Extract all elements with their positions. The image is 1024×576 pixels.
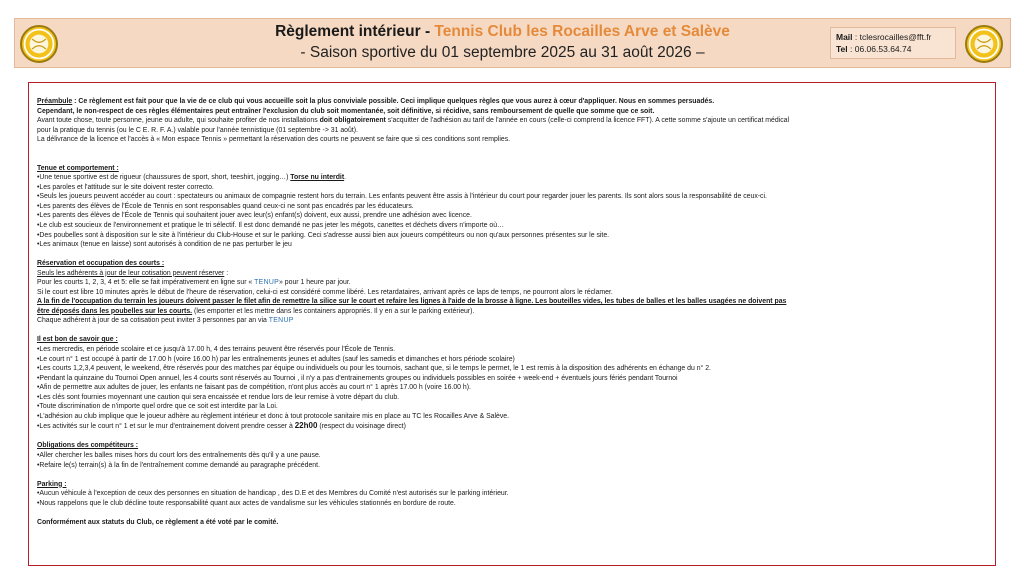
savoir-item-3: •Les courts 1,2,3,4 peuvent, le weekend, être réservés pour des matches par équipe ou individuels ou pour les tournois, sachant que, si le temps le permet, le 1 est remis à la disposition des adhérents en échange du n° 2. xyxy=(37,365,711,373)
section-title-reservation: Réservation et occupation des courts : xyxy=(37,260,165,268)
savoir-item-4: •Pendant la quinzaine du Tournoi Open annuel, les 4 courts sont réservés au Tournoi , il n'y a pas d'entrainements groupes ou individuels possibles en soirée + week-end + éventuels jours fériés pendant Tournoi xyxy=(37,374,678,382)
preambule-line xyxy=(37,97,987,107)
reservation-line-1 xyxy=(37,278,987,288)
tel-line xyxy=(836,43,950,55)
savoir-item-7: •Toute discrimination de n'importe quel ordre que ce soit est interdite par la Loi. xyxy=(37,403,278,411)
spacer xyxy=(37,508,987,518)
title-club-name: Tennis Club les Rocailles Arve et Salève xyxy=(434,23,730,40)
tenue-item-2: •Les paroles et l'attitude sur le site doivent rester correcto. xyxy=(37,183,214,191)
savoir-item-9 xyxy=(37,421,987,432)
reservation-line-2: Si le court est libre 10 minutes après le début de l'heure de réservation, celui-ci est considéré comme libéré. Les retardataires, arrivant après ce laps de temps, ne pourront alors le réclamer. xyxy=(37,288,613,296)
section-title-parking: Parking : xyxy=(37,480,67,488)
reservation-sub xyxy=(37,269,987,279)
tenue-torse-nu: Torse nu interdit xyxy=(290,174,345,182)
preambule-text-3c: s'acquitter de l'adhésion au tarif de l'année en cours (celle-ci comprend la licence FFT). A cette somme s'ajoute un certificat médical xyxy=(385,117,790,125)
tenue-text-1c: . xyxy=(344,174,347,182)
savoir-item-2: •Le court n° 1 est occupé à partir de 17.00 h (voire 16.00 h) par les entraînements jeunes et adultes (sauf les samedis et dimanches et hors période scolaire) xyxy=(37,355,515,363)
preambule-text-3 xyxy=(37,116,987,126)
reservation-text-1b: » pour 1 heure par jour. xyxy=(279,279,351,287)
mail-value: : tclesrocailles@fft.fr xyxy=(852,32,932,42)
reservation-line-5 xyxy=(37,316,987,326)
reservation-sub-colon: : xyxy=(224,269,229,277)
spacer xyxy=(37,470,987,480)
spacer xyxy=(37,145,987,155)
mail-label: Mail xyxy=(836,32,853,42)
section-title-bon-savoir: Il est bon de savoir que : xyxy=(37,336,118,344)
footer-statement: Conformément aux statuts du Club, ce règlement a été voté par le comité. xyxy=(37,518,279,526)
club-logo-right xyxy=(965,25,1003,63)
tel-value: : 06.06.53.64.74 xyxy=(847,44,912,54)
obligation-item-1: •Aller chercher les balles mises hors du court lors des entraînements dès qu'il y a une pause. xyxy=(37,452,321,459)
rules-content xyxy=(37,97,987,527)
mail-line xyxy=(836,31,950,43)
savoir-item-6: •Les clés sont fournies moyennant une caution qui sera encaissée et rendue lors de leur remise à votre départ du club. xyxy=(37,393,400,401)
contact-box xyxy=(830,27,956,59)
spacer xyxy=(37,432,987,442)
reservation-line-4 xyxy=(37,307,987,317)
section-title-tenue: Tenue et comportement : xyxy=(37,164,119,172)
savoir-text-9c: (respect du voisinage direct) xyxy=(317,423,406,431)
reservation-text-4a: être déposés dans les poubelles sur les courts. xyxy=(37,307,193,315)
tenue-item-3: •Seuls les joueurs peuvent accéder au court : spectateurs ou animaux de compagnie restent hors du terrain. Les enfants peuvent être assis à l'intérieur du court pour regarder jouer les parents. Ils sont alors sous la responsabilité de ceux-ci. xyxy=(37,193,767,201)
club-logo-left xyxy=(20,25,58,63)
savoir-item-8: •L'adhésion au club implique que le joueur adhère au règlement intérieur et donc à tout protocole sanitaire mis en place au TC les Rocailles Arve & Salève. xyxy=(37,412,510,420)
parking-item-1: •Aucun véhicule à l'exception de ceux des personnes en situation de handicap , des D.E et des Membres du Comité n'est autorisés sur le parking intérieur. xyxy=(37,490,509,498)
page-title xyxy=(150,22,855,42)
preambule-text-2: Cependant, le non-respect de ces règles élémentaires peut entraîner l'exclusion du club soit momentanée, soit définitive, si récidive, sans remboursement de quelle que somme que ce soit. xyxy=(37,107,655,115)
spacer xyxy=(37,326,987,336)
savoir-text-9a: •Les activités sur le court n° 1 et sur le mur d'entrainement doivent prendre cesser à xyxy=(37,423,295,431)
savoir-item-5: •Afin de permettre aux adultes de jouer, les enfants ne faisant pas de compétition, n'ont plus accès au court n° 1 après 17.00 h (voire 16.00 h). xyxy=(37,384,471,392)
tenue-item-5: •Les parents des élèves de l'École de Tennis qui souhaitent jouer avec leur(s) enfant(s) doivent, eux aussi, prendre une adhésion avec licence. xyxy=(37,212,472,220)
parking-item-2: •Nous rappelons que le club décline toute responsabilité quant aux actes de vandalisme sur les véhicules stationnés en bordure de route. xyxy=(37,499,456,507)
savoir-time: 22h00 xyxy=(294,421,318,431)
reservation-line-3: A la fin de l'occupation du terrain les joueurs doivent passer le filet afin de remettre la silice sur le court et refaire les lignes à l'aide de la brosse à ligne. Les bouteilles vides, les tubes de balles et les balles usagées ne doivent pas xyxy=(37,298,787,306)
tenue-item-6: •Le club est soucieux de l'environnement et pratique le tri sélectif. Il est donc demandé ne pas jeter les mégots, canettes et déchets divers n'importe où… xyxy=(37,222,504,230)
spacer xyxy=(37,154,987,164)
reservation-text-5a: Chaque adhérent à jour de sa cotisation peut inviter 3 personnes par an via xyxy=(37,317,269,325)
tenue-item-7: •Des poubelles sont à disposition sur le site à l'intérieur du Club-House et sur le parking. Ceci s'adresse aussi bien aux joueurs compétiteurs ou non qu'aux personnes présentes sur le site. xyxy=(37,231,610,239)
tenue-item-8: •Les animaux (tenue en laisse) sont autorisés à condition de ne pas perturber le jeu xyxy=(37,241,292,249)
page-title-block xyxy=(150,22,855,63)
season-subtitle: - Saison sportive du 01 septembre 2025 au 31 août 2026 – xyxy=(300,44,705,61)
spacer xyxy=(37,250,987,260)
tenue-item-1 xyxy=(37,173,987,183)
preambule-text-4: pour la pratique du tennis (ou le C E. R. F. A.) valable pour l'année tennistique (01 septembre -> 31 août). xyxy=(37,126,358,134)
tenup-link-invite[interactable]: TENUP xyxy=(268,317,294,325)
tennis-ball-icon xyxy=(22,27,56,61)
reservation-text-1a: Pour les courts 1, 2, 3, 4 et 5: elle se fait impérativement en ligne sur « xyxy=(37,279,255,287)
tenup-link[interactable]: TENUP xyxy=(254,279,280,287)
savoir-item-1: •Les mercredis, en période scolaire et ce jusqu'à 17.00 h, 4 des terrains peuvent être réservés pour l'École de Tennis. xyxy=(37,346,396,354)
reservation-sub-text: Seuls les adhérents à jour de leur cotisation peuvent réserver xyxy=(37,269,225,277)
section-title-obligations: Obligations des compétiteurs : xyxy=(37,442,139,450)
tenue-text-1a: •Une tenue sportive est de rigueur (chaussures de sport, short, teeshirt, jogging…) xyxy=(37,174,291,182)
obligation-item-2: •Refaire le(s) terrain(s) à la fin de l'entraînement comme demandé au paragraphe précédent. xyxy=(37,461,320,469)
tennis-ball-icon xyxy=(967,27,1001,61)
preambule-text-3a: Avant toute chose, toute personne, jeune ou adulte, qui souhaite profiter de nos installations xyxy=(37,117,320,125)
preambule-text-5: La délivrance de la licence et l'accès à « Mon espace Tennis » permettant la réservation des courts ne peuvent se faire que si ces conditions sont remplies. xyxy=(37,136,511,144)
preambule-text-1: : Ce règlement est fait pour que la vie de ce club qui vous accueille soit la plus conviviale possible. Ceci implique quelques règles que vous aurez à cœur d'appliquer. Nous en sommes persuadés. xyxy=(72,98,715,105)
reservation-text-4b: (les emporter et les mettre dans les containers appropriés. Il y en a sur le parking extérieur). xyxy=(192,307,475,315)
preambule-obligatoire: doit obligatoirement xyxy=(319,117,386,125)
tenue-item-4: •Les parents des élèves de l'École de Tennis en sont responsables quand ceux-ci ne sont pas encadrés par les éducateurs. xyxy=(37,202,414,210)
tel-label: Tel xyxy=(836,44,848,54)
title-main: Règlement intérieur - xyxy=(275,23,435,40)
preambule-label: Préambule xyxy=(37,98,73,105)
